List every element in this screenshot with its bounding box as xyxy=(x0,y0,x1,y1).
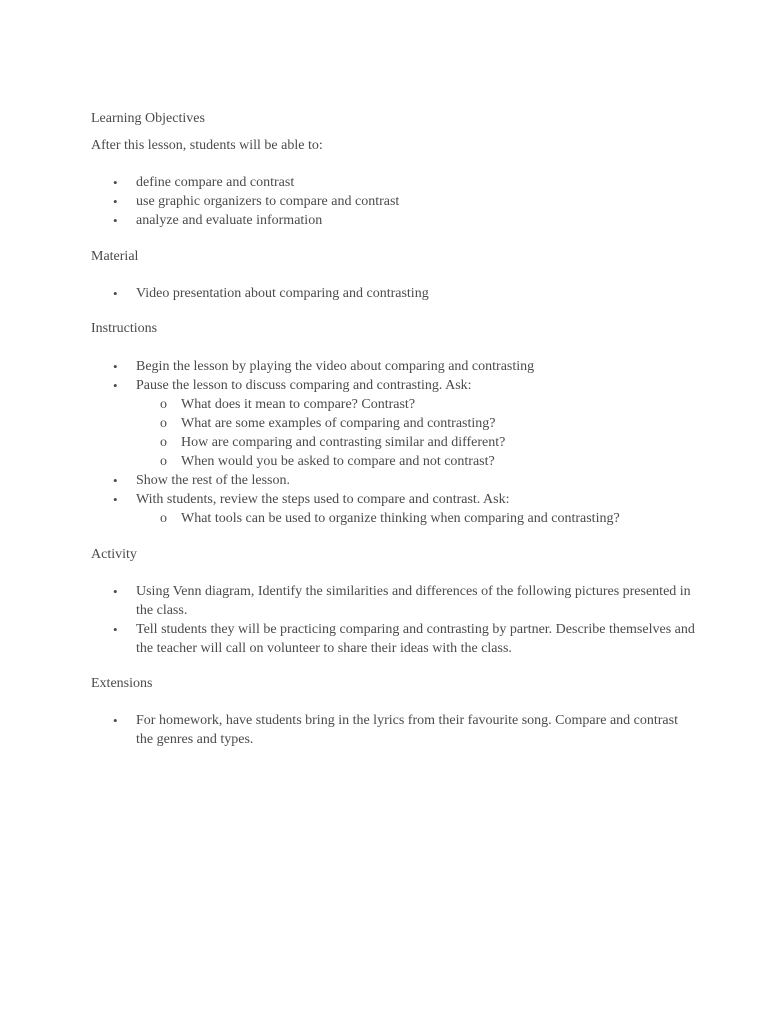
section-heading-instructions: Instructions xyxy=(91,321,158,336)
list-item: For homework, have students bring in the lyrics from their favourite song. Compare and contrast the genres and types. xyxy=(136,713,678,747)
list-item: With students, review the steps used to compare and contrast. Ask: xyxy=(136,492,510,507)
list-item: Tell students they will be practicing comparing and contrasting by partner. Describe themselves and the teacher will call on volunteer to share their ideas with the class. xyxy=(136,622,695,656)
sub-list-item: When would you be asked to compare and not contrast? xyxy=(181,454,495,469)
sub-list-item: What does it mean to compare? Contrast? xyxy=(181,397,416,412)
bullet-icon: • xyxy=(113,213,118,228)
bullet-icon: • xyxy=(113,622,118,637)
sub-bullet-icon: o xyxy=(160,397,167,412)
list-item: Pause the lesson to discuss comparing and contrasting. Ask: xyxy=(136,378,472,393)
section-heading-extensions: Extensions xyxy=(91,676,153,691)
bullet-icon: • xyxy=(113,175,118,190)
list-item: Video presentation about comparing and contrasting xyxy=(136,286,429,301)
list-item: Begin the lesson by playing the video about comparing and contrasting xyxy=(136,359,535,374)
bullet-icon: • xyxy=(113,492,118,507)
sub-bullet-icon: o xyxy=(160,454,167,469)
bullet-icon: • xyxy=(113,359,118,374)
list-item: use graphic organizers to compare and contrast xyxy=(136,194,400,209)
bullet-icon: • xyxy=(113,194,118,209)
sub-list-item: What are some examples of comparing and contrasting? xyxy=(181,416,496,431)
bullet-icon: • xyxy=(113,473,118,488)
list-item: define compare and contrast xyxy=(136,175,295,190)
sub-list-item: What tools can be used to organize thinking when comparing and contrasting? xyxy=(181,511,620,526)
section-heading-learning-objectives: Learning Objectives xyxy=(91,111,205,126)
intro-text: After this lesson, students will be able to: xyxy=(91,138,323,153)
list-item: Show the rest of the lesson. xyxy=(136,473,290,488)
bullet-icon: • xyxy=(113,286,118,301)
list-item: analyze and evaluate information xyxy=(136,213,323,228)
sub-list-item: How are comparing and contrasting similar and different? xyxy=(181,435,506,450)
section-heading-activity: Activity xyxy=(91,547,137,562)
section-heading-material: Material xyxy=(91,249,139,264)
sub-bullet-icon: o xyxy=(160,435,167,450)
bullet-icon: • xyxy=(113,378,118,393)
sub-bullet-icon: o xyxy=(160,511,167,526)
bullet-icon: • xyxy=(113,713,118,728)
list-item: Using Venn diagram, Identify the similarities and differences of the following pictures presented in the class. xyxy=(136,584,691,618)
bullet-icon: • xyxy=(113,584,118,599)
sub-bullet-icon: o xyxy=(160,416,167,431)
